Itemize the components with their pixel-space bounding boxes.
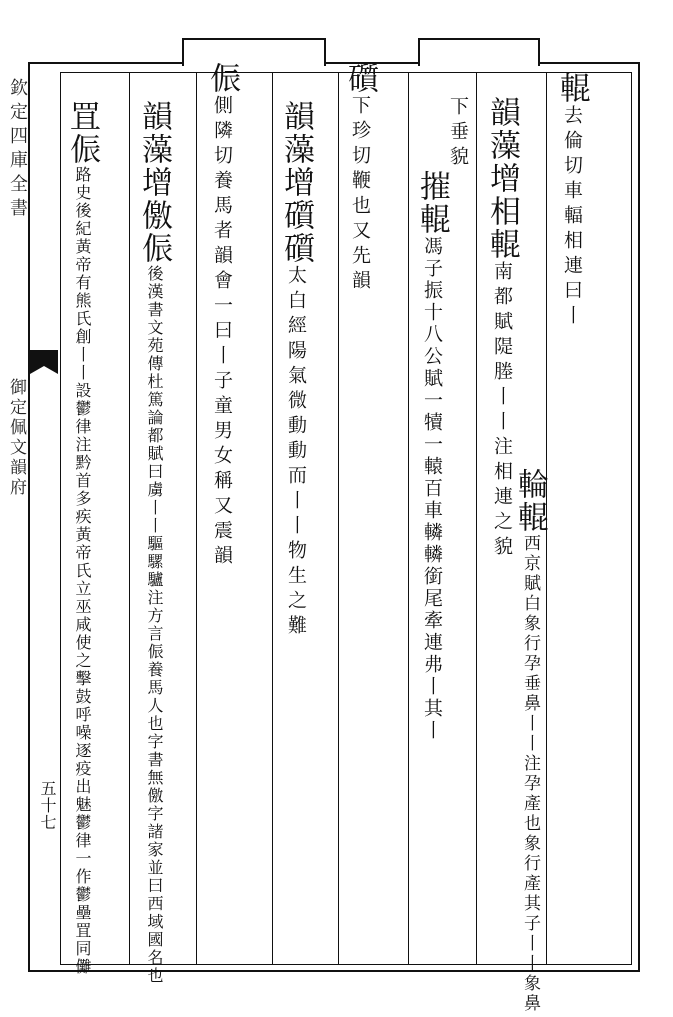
entry-column <box>414 170 450 742</box>
entry-column <box>554 72 590 330</box>
column-rule <box>476 72 477 965</box>
headword: 摧輥 <box>414 170 450 236</box>
entry-column <box>136 100 172 985</box>
entry-column <box>342 62 378 295</box>
entry-column <box>278 100 314 640</box>
headword: 韻藻增礩礩 <box>278 100 314 265</box>
column-rule <box>196 72 197 965</box>
page-number: 五十七 <box>38 780 57 831</box>
entry-text: 側隣切養馬者韻會一曰丨子童男女稱又震韻 <box>211 95 233 570</box>
entry-text: 西京賦白象行孕垂鼻丨丨注孕產也象行產其子丨丨象鼻 <box>520 534 540 1014</box>
column-rule <box>129 72 130 965</box>
headword: 罝侲 <box>64 100 100 166</box>
entry-text: 太白經陽氣微動動而丨丨物生之難 <box>285 265 307 640</box>
headword: 礩 <box>342 62 378 95</box>
headword: 韻藻增相輥 <box>484 96 520 261</box>
entry-text: 後漢書文苑傳杜篤論都賦曰虜丨丨驅騾驢注方言侲養馬人也字書無儌字諸家並曰西域國名也 <box>145 265 164 985</box>
book-title: 欽定四庫全書 <box>7 78 28 222</box>
entry-text: 路史後紀黃帝有熊氏創丨丨設鬱律注黔首多疾黃帝氏立巫咸使之擊鼓呼噪逐疫出魅鬱律一作鬱壘罝同儺 <box>73 166 92 976</box>
column-rule <box>338 72 339 965</box>
fishtail-mark <box>30 350 58 366</box>
column-rule <box>272 72 273 965</box>
entry-text: 下垂貌 <box>447 96 469 171</box>
border-tab-right <box>418 38 540 66</box>
entry-text: 南都賦隄塍丨丨注相連之貌 <box>491 261 513 561</box>
entry-text: 馮子振十八公賦一犢一轅百車轔轔銜尾牽連弗丨其丨 <box>421 236 443 742</box>
entry-text: 去倫切車輻相連曰丨 <box>561 105 583 330</box>
entry-column <box>512 468 548 1014</box>
column-rule <box>408 72 409 965</box>
section-title: 御定佩文韻府 <box>6 378 26 498</box>
headword: 韻藻增儌侲 <box>136 100 172 265</box>
headword: 侲 <box>204 62 240 95</box>
entry-column <box>204 62 240 570</box>
entry-column <box>64 100 100 976</box>
headword: 輥 <box>554 72 590 105</box>
headword: 輪輥 <box>512 468 548 534</box>
entry-text: 下珍切鞭也又先韻 <box>349 95 371 295</box>
entry-column <box>448 96 467 171</box>
